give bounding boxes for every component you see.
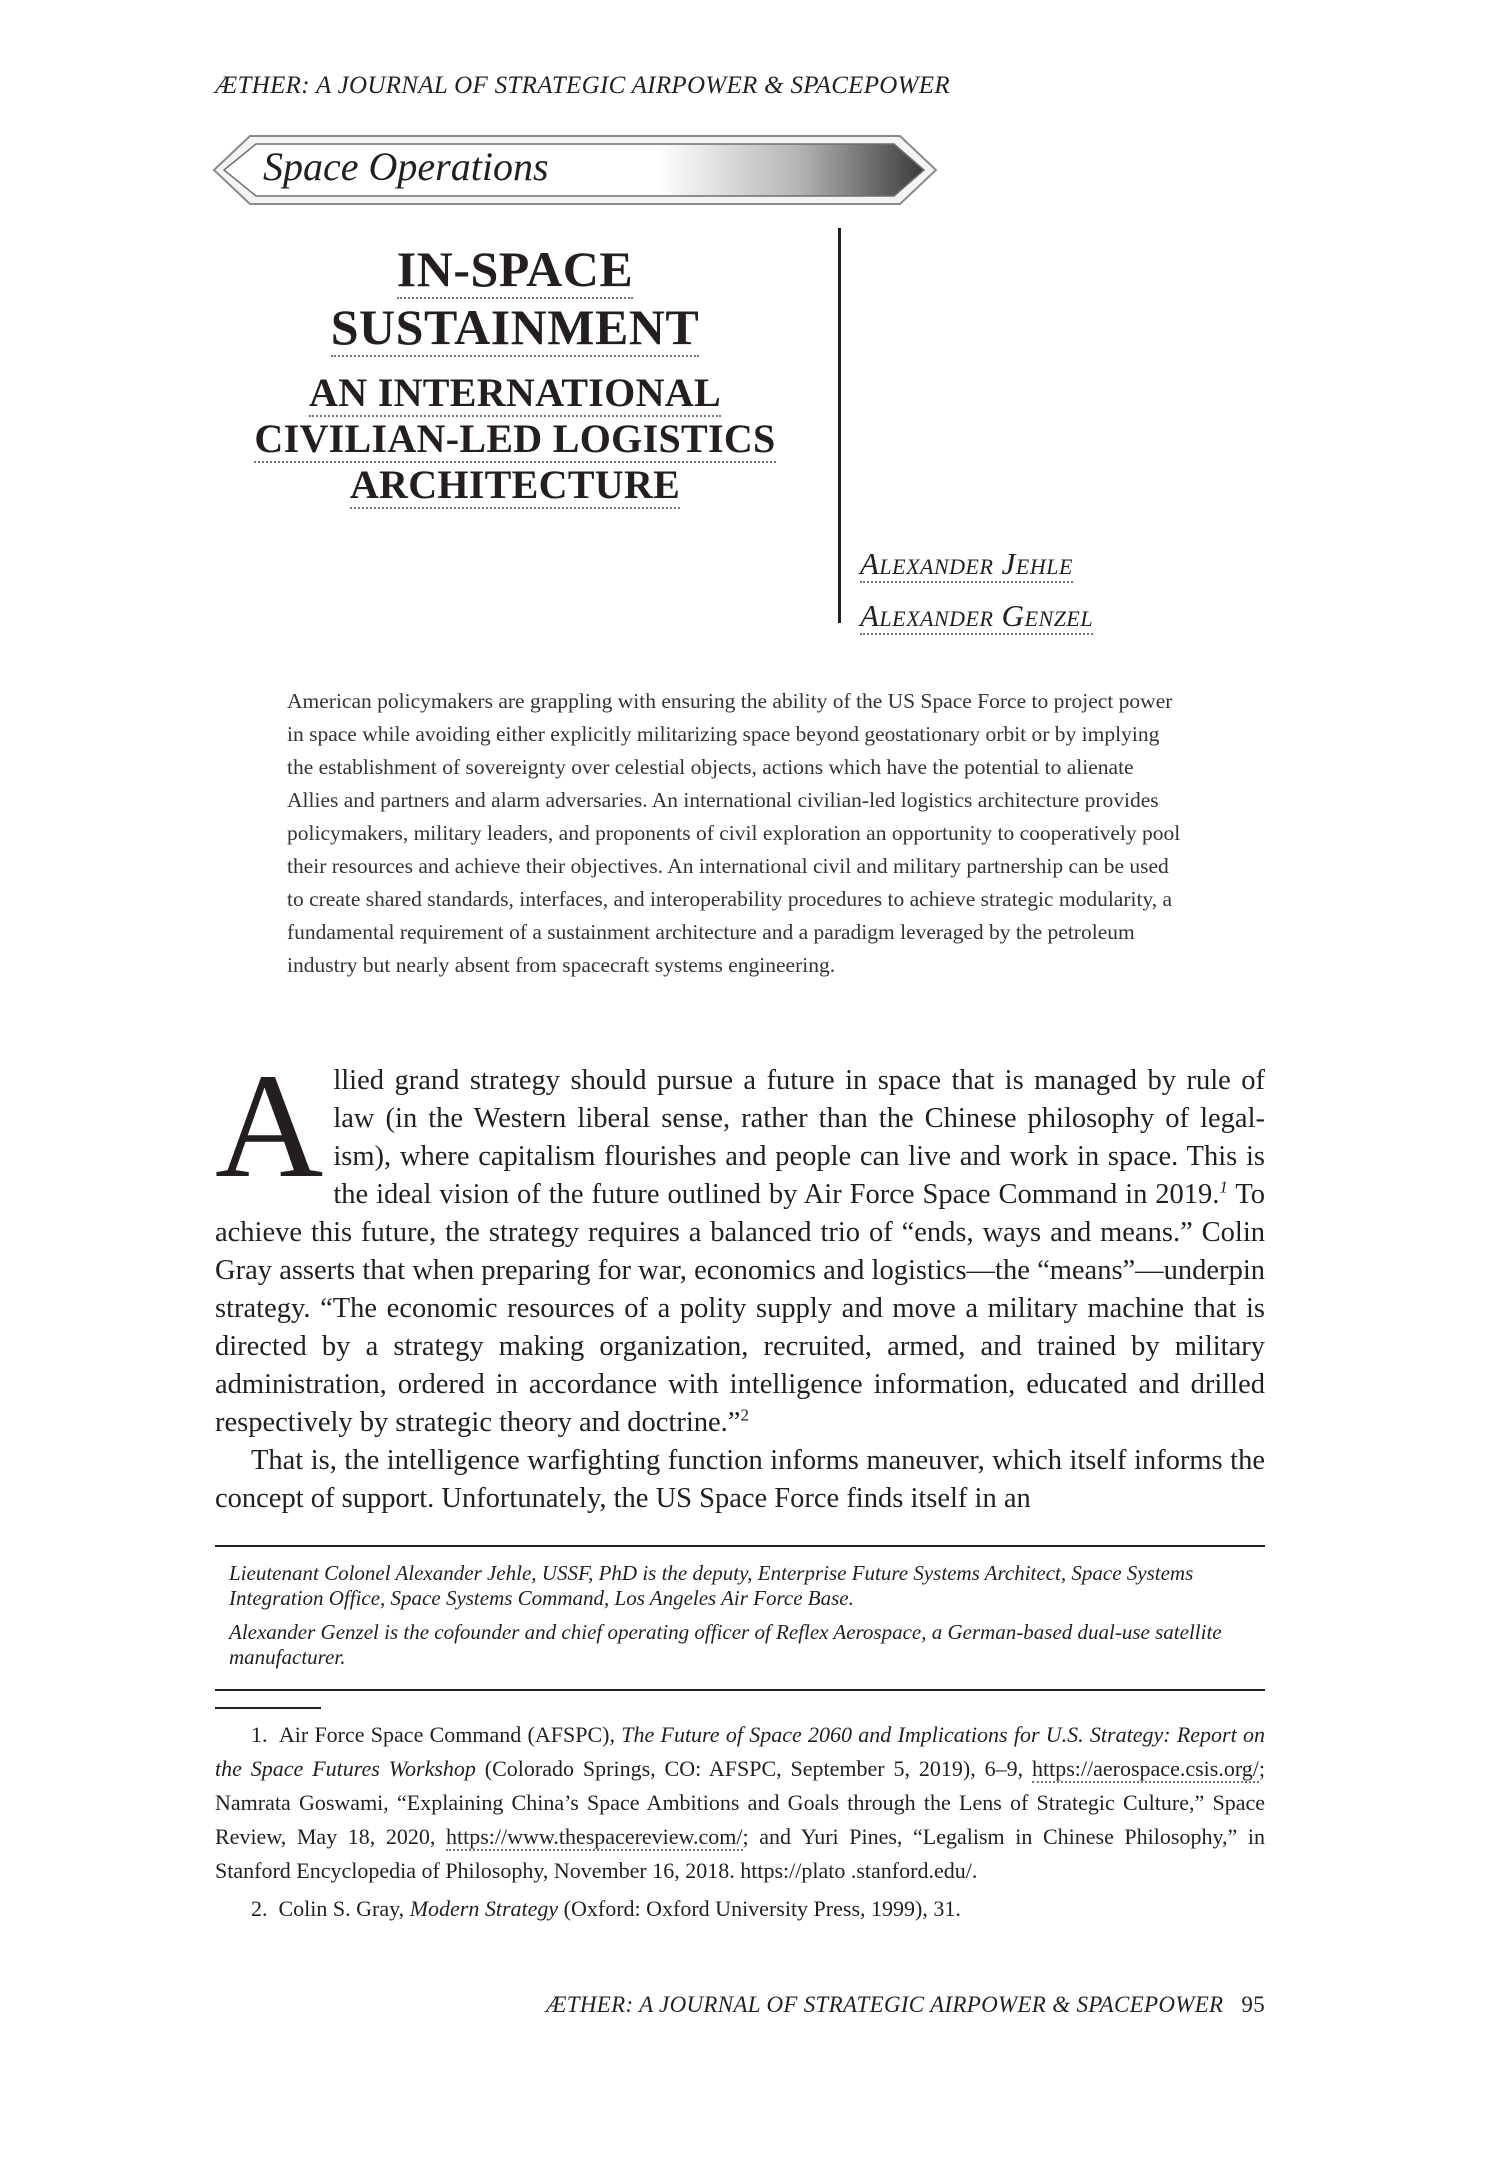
footnote-link[interactable]: https://www.thespacereview.com/ [446,1824,743,1849]
title-sub-line1: AN INTERNATIONAL [309,370,721,415]
running-head: ÆTHER: A JOURNAL OF STRATEGIC AIRPOWER & SPACEPOWER [215,72,950,99]
title-main-line1: IN-SPACE [396,241,634,297]
running-foot: ÆTHER: A JOURNAL OF STRATEGIC AIRPOWER & SPACEPOWER 95 [546,1992,1265,2017]
section-banner-label: Space Operations [263,144,549,189]
author: Alexander Genzel [860,598,1094,633]
drop-cap: A [215,1043,324,1209]
author-list [860,538,1093,642]
article-body [215,1043,1266,1518]
title-sub-line3: ARCHITECTURE [349,462,681,507]
footnote-ref[interactable]: 1 [1219,1177,1228,1197]
footnote: 1. Air Force Space Command (AFSPC), The Future of Space 2060 and Implications for U.S. Strategy: Report on the Space Futures Workshop (Colorado Springs, CO: AFSPC, September 5, 2019), 6–9, https://aerospace.csis.org/; Namrata Goswami, “Explaining China’s Space Ambitions and Goals through the Lens of Strategic Culture,” Space Review, May 18, 2020, https://www.thespacereview.com/; and Yuri Pines, “Legalism in Chinese Philosophy,” in Stanford Encyclopedia of Philosophy, November 16, 2018. https://plato .stanford.edu/. [215,1722,1265,1883]
title-main [215,240,815,356]
author: Alexander Jehle [860,546,1073,581]
footnote-link[interactable]: https://aerospace.csis.org/ [1032,1756,1259,1781]
author-bios [215,1545,1265,1691]
footnotes [215,1718,1265,1926]
article-title [215,240,815,508]
footnote-rule [215,1707,321,1709]
title-divider [838,228,841,623]
body-paragraph: Allied grand strategy should pursue a future in space that is managed by rule of law (in the Western liberal sense, rather than the Chinese philosophy of legalism), where capitalism flourishes and people can live and work in space. This is the ideal vision of the future outlined by Air Force Space Command in 2019.$^1$ To achieve this future, the strategy requires a balanced trio of “ends, ways and means.” Colin Gray asserts that when preparing for war, economics and logistics—the “means”—underpin strategy. “The economic resources of a polity supply and move a military machine that is directed by a strategy making organization, recruited, armed, and trained by military administration, ordered in accordance with intelligence information, educated and drilled respectively by strategic theory and doctrine.”$^2$ [215,1043,1266,1438]
title-sub-line2: CIVILIAN-LED LOGISTICS [254,416,776,461]
footnote: 2. Colin S. Gray, Modern Strategy (Oxford: Oxford University Press, 1999), 31. [251,1896,961,1921]
author-bio: Lieutenant Colonel Alexander Jehle, USSF, PhD is the deputy, Enterprise Future Systems Architect, Space Systems Integration Office, Space Systems Command, Los Angeles Air Force Base. [229,1561,1194,1610]
page-number: 95 [1241,1992,1265,2017]
title-main-line2: SUSTAINMENT [330,299,700,355]
abstract: American policymakers are grappling with ensuring the ability of the US Space Force to project power in space while avoiding either explicitly militarizing space beyond geostationary orbit or by implying the establishment of sovereignty over celestial objects, actions which have the potential to alienate Allies and partners and alarm adversaries. An international civilian-led logistics architecture provides policymakers, military leaders, and proponents of civil exploration an opportunity to cooperatively pool their resources and achieve their objectives. An international civil and military partnership can be used to create shared standards, interfaces, and interoperability procedures to achieve strategic modularity, a fundamental requirement of a sustainment architecture and a paradigm leveraged by the petroleum industry but nearly absent from spacecraft systems engineering. [287,689,1181,977]
author-bio: Alexander Genzel is the cofounder and chief operating officer of Reflex Aerospace, a German-based dual-use satellite manufacturer. [229,1620,1222,1669]
title-subtitle [215,370,815,508]
body-paragraph: That is, the intelligence warfighting function informs maneuver, which itself informs the concept of support. Unfortunately, the US Space Force finds itself in an [215,1445,1265,1514]
footnote-ref[interactable]: 2 [740,1405,749,1425]
